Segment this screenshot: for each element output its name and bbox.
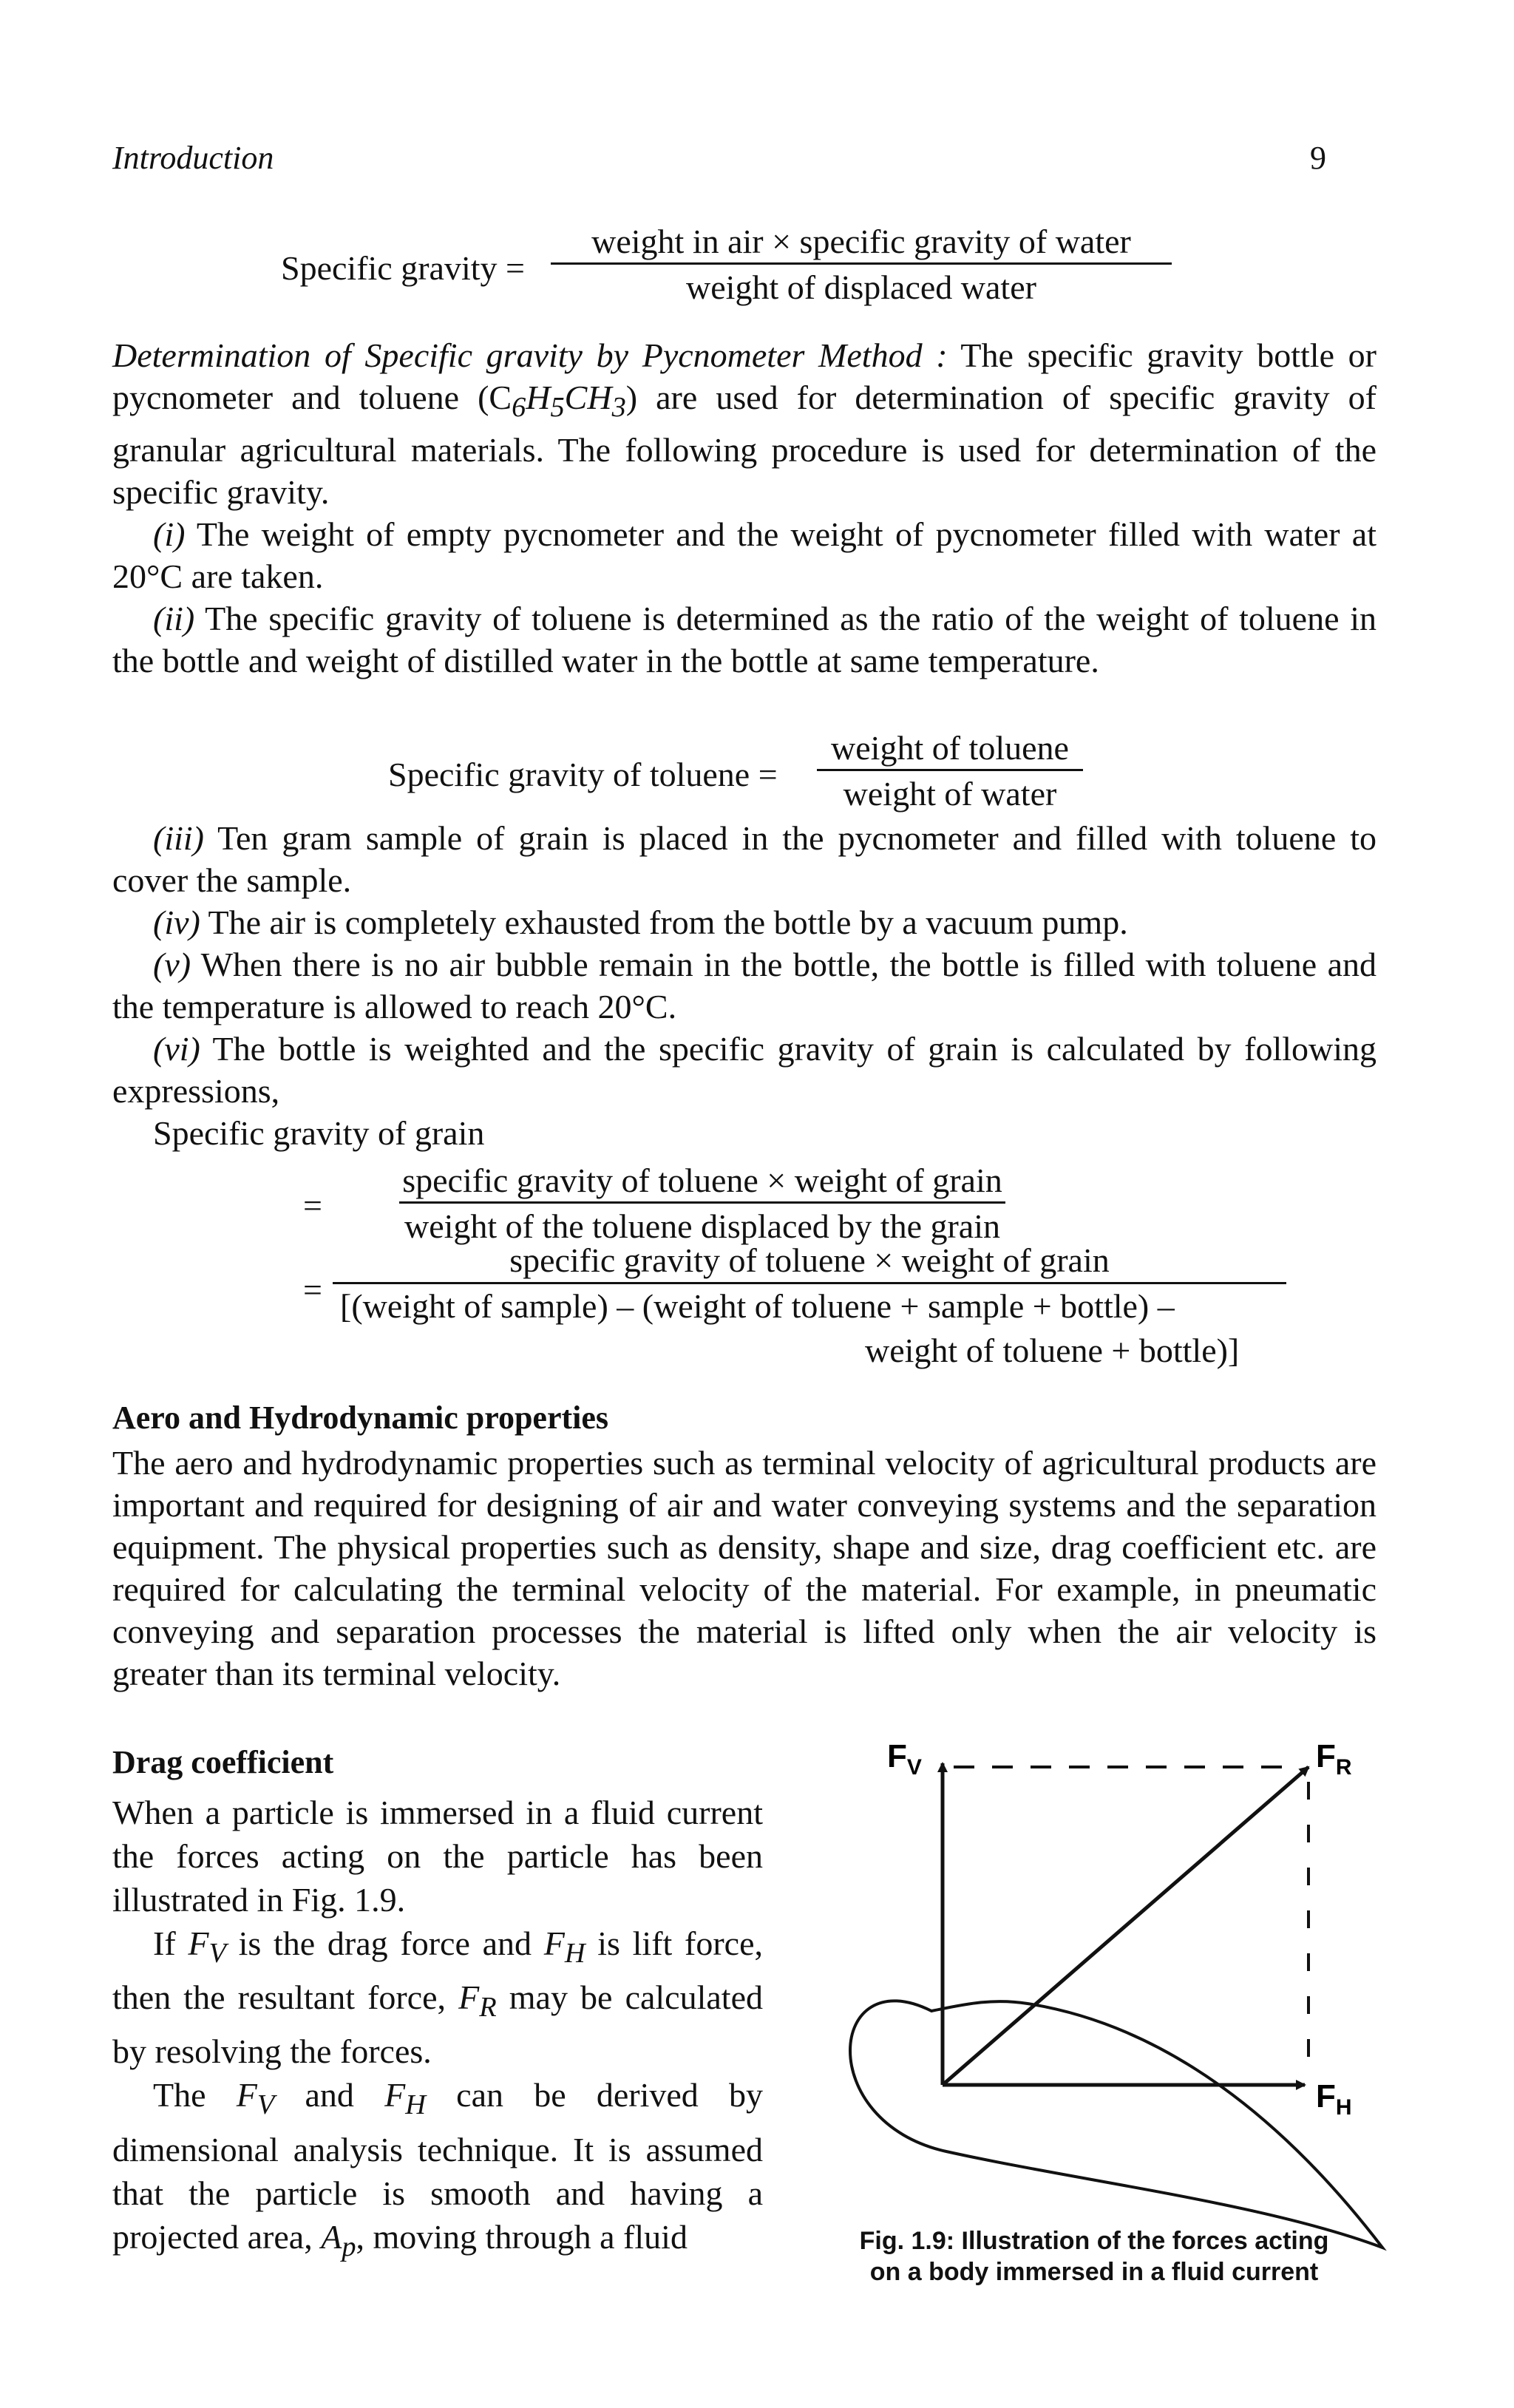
running-header: Introduction: [112, 140, 274, 176]
step-vi: (vi) The bottle is weighted and the specific gravity of grain is calculated by following expressions,: [112, 1030, 1376, 1110]
label-fv: $F_V$: [887, 1738, 922, 1780]
equation-lhs: Specific gravity of toluene =: [388, 756, 778, 793]
equation-grain: [303, 1161, 1353, 1390]
body-outline: [850, 2001, 1382, 2248]
numerator: weight in air × specific gravity of water: [551, 222, 1172, 265]
force-diagram: [784, 1737, 1405, 2270]
fraction: [817, 728, 1083, 813]
numerator-2: specific gravity of toluene × weight of grain: [509, 1241, 1110, 1279]
equation-toluene: [388, 728, 1127, 817]
drag-paragraph-2: If $F_V$ is the drag force and $F_H$ is lift force, then the resultant force, $F_R$ may be calculated by resolving the forces.: [112, 1924, 763, 2071]
section-heading-drag: Drag coefficient: [112, 1744, 334, 1780]
figure-1-9: [784, 1737, 1405, 2270]
page-number: 9: [1310, 140, 1326, 176]
aero-paragraph: The aero and hydrodynamic properties such as terminal velocity of agricultural products are important and required for designing of air and water conveying systems and the separation equipment. The physical properties such as density, shape and size, drag coefficient etc. are required for calculating the terminal velocity of the material. For example, in pneumatic conveying and separation processes the material is lifted only when the air velocity is greater than its terminal velocity.: [112, 1444, 1376, 1692]
step-iv: (iv) The air is completely exhausted from the bottle by a vacuum pump.: [153, 903, 1128, 941]
denominator-line-1: [(weight of sample) – (weight of toluene + sample + bottle) –: [340, 1287, 1175, 1325]
fraction-1: [333, 1161, 1072, 1246]
numerator: weight of toluene: [817, 728, 1083, 771]
steps-continued: [112, 817, 1376, 1154]
caption-line-1: Fig. 1.9: Illustration of the forces acting: [859, 2227, 1329, 2255]
step-iii: (iii) Ten gram sample of grain is placed in the pycnometer and filled with toluene to cover the sample.: [112, 819, 1376, 899]
equals-sign: =: [303, 1271, 322, 1309]
label-fh: $F_H$: [1316, 2078, 1352, 2120]
pycnometer-paragraph: Determination of Specific gravity by Pycnometer Method : The specific gravity bottle or pycnometer and toluene $(C_6H_5CH_3)$ are used for determination of specific gravity of granular agricultural materials. The following procedure is used for determination of the specific gravity.: [112, 336, 1376, 512]
label-fr: $F_R$: [1316, 1738, 1352, 1780]
fraction-bar: [333, 1282, 1286, 1284]
step-i: (i) The weight of empty pycnometer and the weight of pycnometer filled with water at 20°C are taken.: [112, 515, 1376, 596]
figure-caption: [791, 2225, 1397, 2287]
denominator: weight of water: [843, 775, 1057, 813]
caption-line-2: on a body immersed in a fluid current: [869, 2258, 1319, 2286]
equals-sign: =: [303, 1187, 322, 1224]
equation-specific-gravity: [281, 222, 1242, 318]
drag-text: [112, 1791, 763, 2269]
fraction: [551, 222, 1172, 307]
drag-paragraph-1: When a particle is immersed in a fluid current the forces acting on the particle has been illustrated in Fig. 1.9.: [112, 1794, 763, 1919]
run-in-title: Determination of Specific gravity by Pycnometer Method :: [112, 336, 948, 374]
denominator: weight of displaced water: [686, 268, 1036, 306]
step-v: (v) When there is no air bubble remain in the bottle, the bottle is filled with toluene and the temperature is allowed to reach 20°C.: [112, 946, 1376, 1025]
section-heading-aero: Aero and Hydrodynamic properties: [112, 1400, 609, 1436]
denominator-line-2: weight of toluene + bottle)]: [865, 1332, 1240, 1369]
fr-arrow: [943, 1767, 1308, 2085]
drag-paragraph-3: The $F_V$ and $F_H$ can be derived by dimensional analysis technique. It is assumed that the particle is smooth and having a projected area, $A_p$, moving through a fluid: [112, 2076, 764, 2262]
step-ii: (ii) The specific gravity of toluene is determined as the ratio of the weight of toluene in the bottle and weight of distilled water in the bottle at same temperature.: [112, 600, 1376, 680]
equation-lhs: Specific gravity =: [281, 249, 525, 287]
numerator: specific gravity of toluene × weight of grain: [399, 1161, 1005, 1204]
pycnometer-section: [112, 334, 1376, 682]
grain-equation-lhs: Specific gravity of grain: [153, 1114, 485, 1152]
denominator: weight of the toluene displaced by the grain: [404, 1207, 1001, 1245]
